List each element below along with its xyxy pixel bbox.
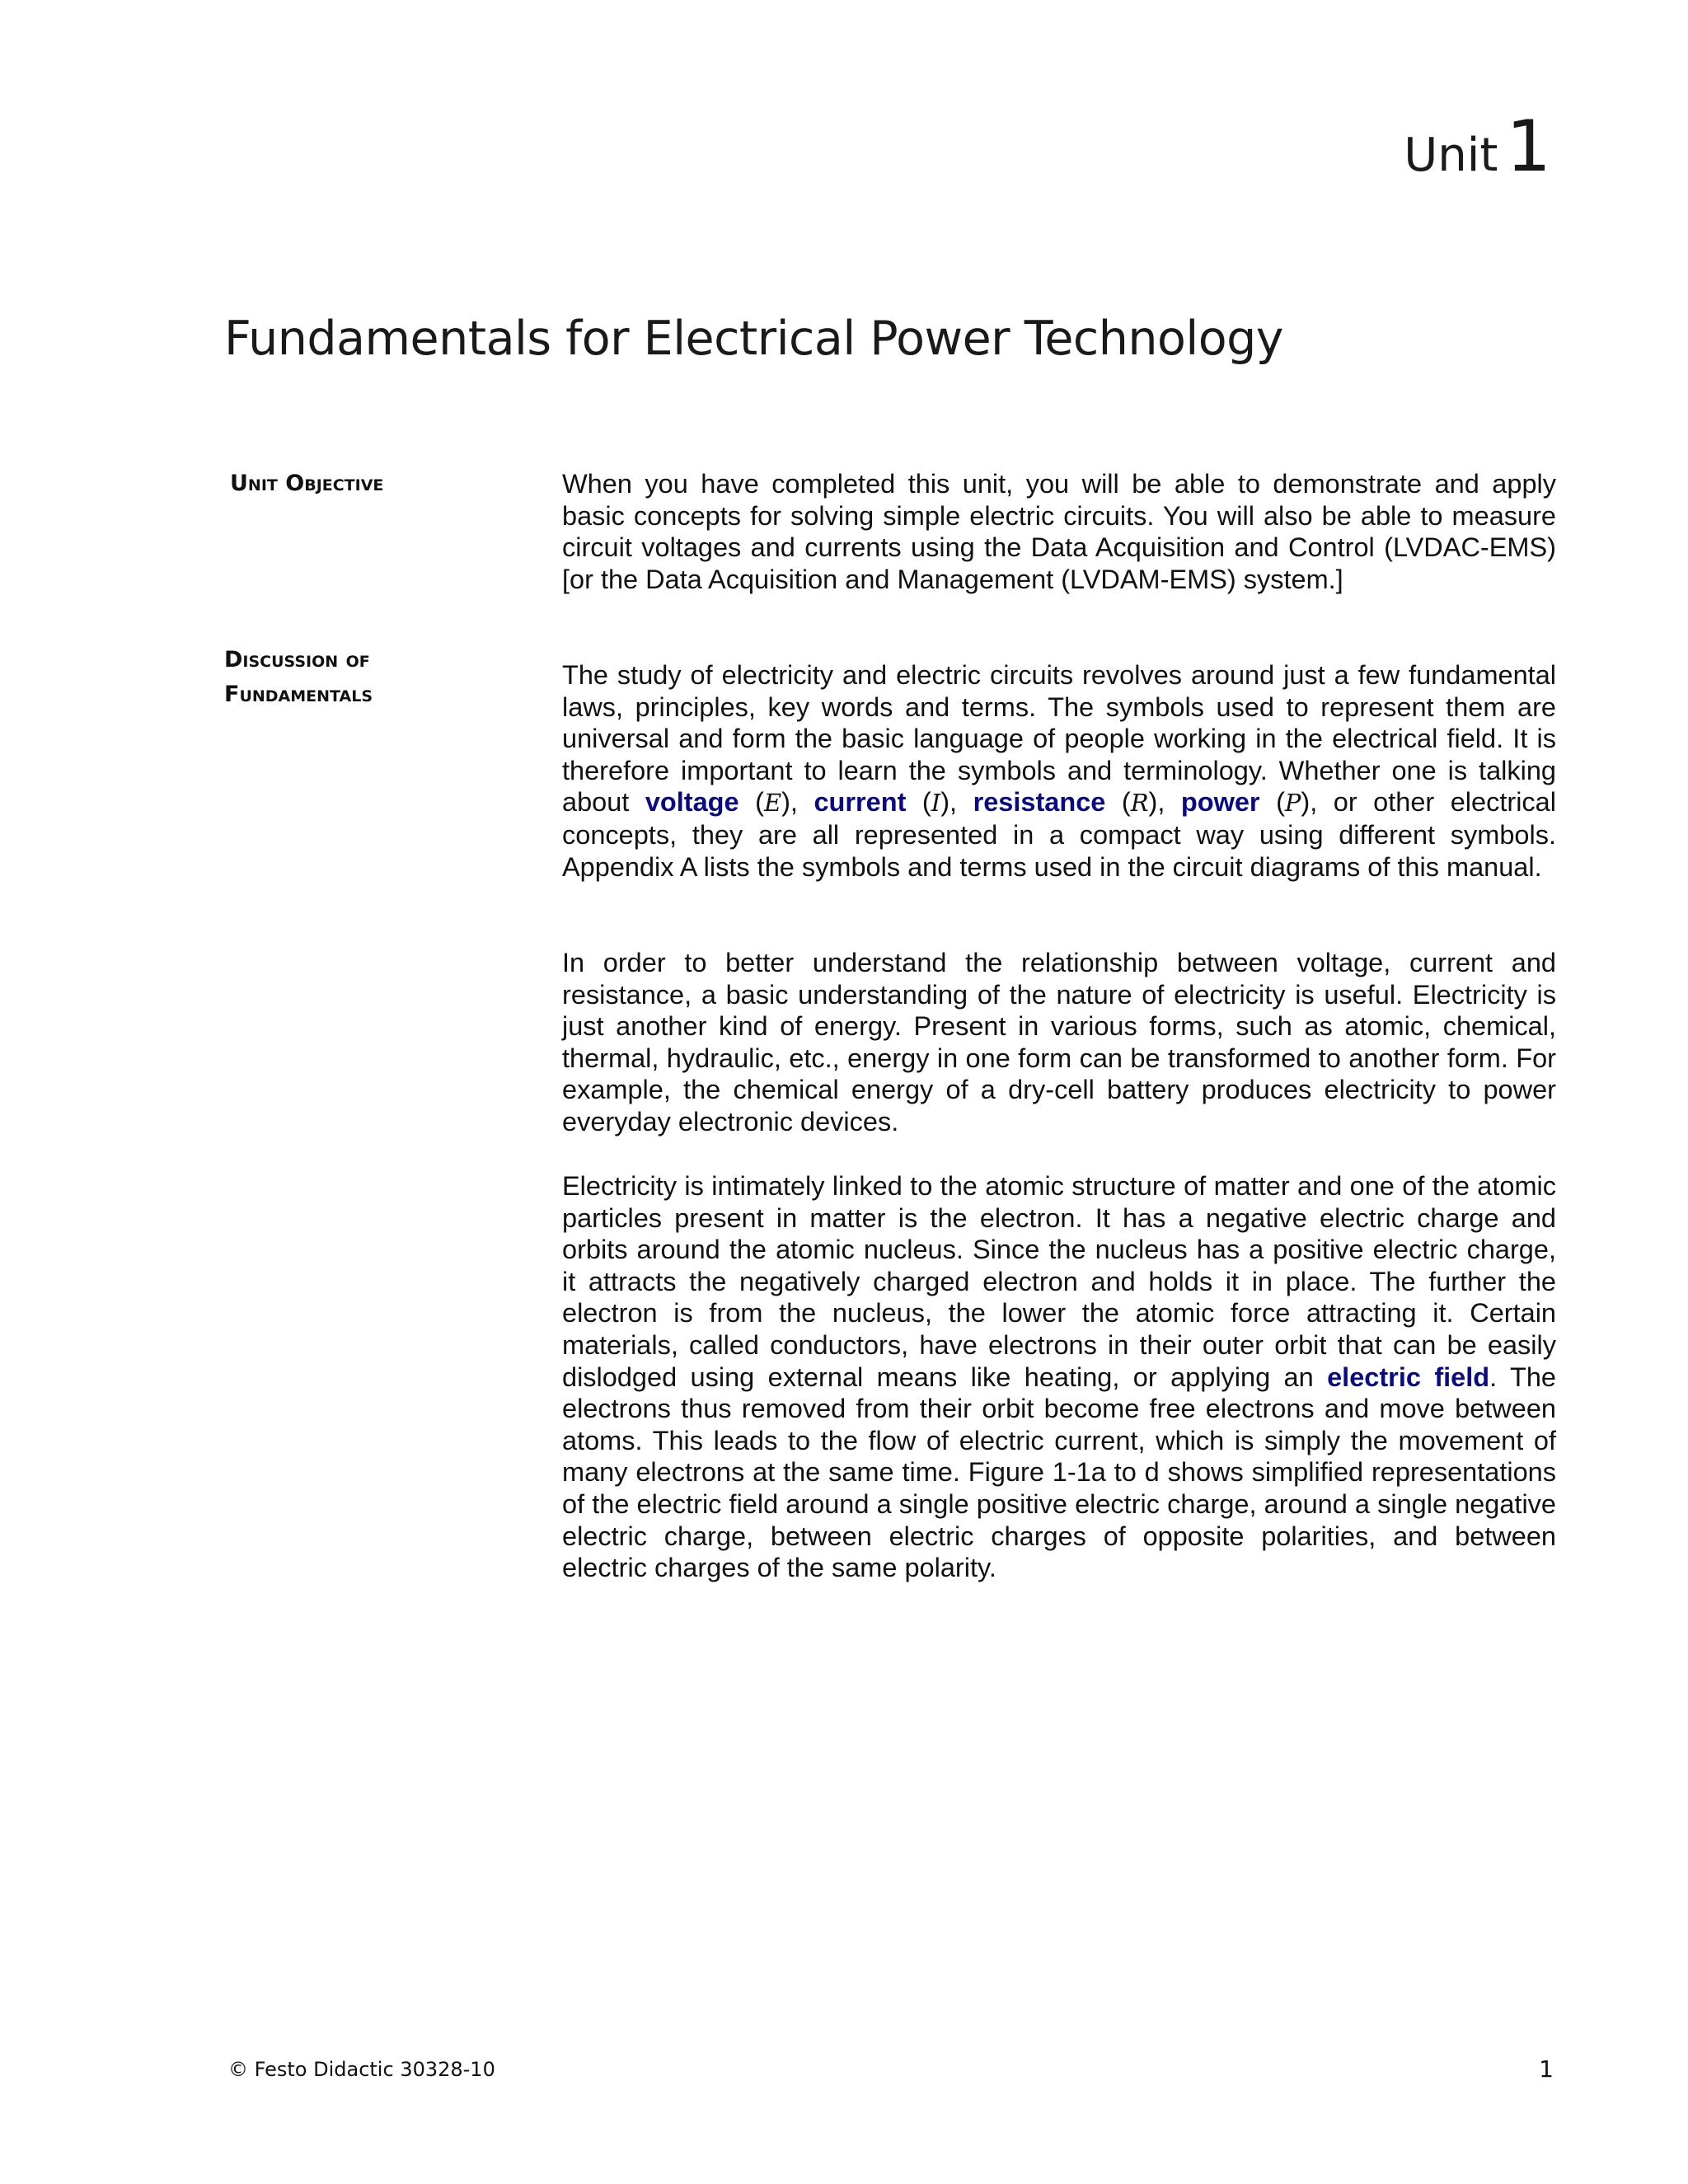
symbol-voltage: E [763,789,782,818]
keyword-voltage: voltage [645,787,739,818]
keyword-resistance: resistance [973,787,1106,818]
symbol-power: P [1284,789,1301,818]
objective-text: When you have completed this unit, you will be able to demonstrate and apply basic concepts for solving simple electric circuits. You will also be able to measure circuit voltages and currents using the Data Acquisition and Control (LVDAC-EMS) [or the Data Acquisition and Management (LVDAM-EMS) system.] [562,469,1556,594]
text-run: Electricity is intimately linked to the atomic structure of matter and one of the atomic particles present in matter is the electron. It has a negative electric charge and orbits around the atomic nucleus. Since the nucleus has a positive electric charge, it attracts the negatively charged electron and holds it in place. The further the electron is from the nucleus, the lower the atomic force attracting it. Certain materials, called conductors, have electrons in their outer orbit that can be easily dislodged using external means like heating, or applying an [562,1171,1556,1392]
text-run: The study of electricity and electric circuits revolves around just a few fundamental laws, principles, key words and terms. The symbols used to represent them are universal and form the basic language of people working in the electrical field. It is therefore important to learn the symbols and terminology. Whether one is talking about [562,660,1556,818]
unit-objective-heading: Unit Objective [230,471,384,496]
keyword-power: power [1180,787,1260,818]
symbol-resistance: R [1130,789,1149,818]
text-run: , or other electrical concepts, they are all represented in a compact way using different symbols. Appendix A lists the symbols and terms used in the circuit diagrams of this manual. [562,787,1556,882]
discussion-heading: Discussion of Fundamentals [224,647,373,707]
unit-number: 1 [1506,105,1551,188]
page-number: 1 [1539,2055,1554,2083]
discussion-paragraph-2 [562,947,1556,1138]
discussion-paragraph-3 [562,1170,1556,1584]
discussion-text-1: The study of electricity and electric circuits revolves around just a few fundamental laws, principles, key words and terms. The symbols used to represent them are universal and form the basic language of people working in the electrical field. It is therefore important to learn the symbols and terminology. Whether one is talking about voltage (E), current (I), resistance (R), power (P), or other electrical concepts, they are all represented in a compact way using different symbols. Appendix A lists the symbols and terms used in the circuit diagrams of this manual. [562,660,1556,882]
keyword-electric-field: electric field [1327,1361,1490,1392]
unit-header [1404,105,1551,188]
symbol-current: I [931,789,941,818]
discussion-text-3 [562,1170,1556,1584]
unit-label: Unit [1404,129,1498,182]
page-title: Fundamentals for Electrical Power Technology [224,312,1284,366]
discussion-paragraph-1 [562,659,1556,883]
discussion-text-2: In order to better understand the relationship between voltage, current and resistance, a basic understanding of the nature of electricity is useful. Electricity is just another kind of energy. Present in various forms, such as atomic, chemical, thermal, hydraulic, etc., energy in one form can be transformed to another form. For example, the chemical energy of a dry-cell battery produces electricity to power everyday electronic devices. [562,948,1556,1137]
keyword-current: current [814,787,907,818]
objective-paragraph [562,468,1556,595]
text-run: . The electrons thus removed from their orbit become free electrons and move between atoms. This leads to the flow of electric current, which is simply the movement of many electrons at the same time. Figure 1-1a to d shows simplified representations of the electric field around a single positive electric charge, around a single negative electric charge, between electric charges of opposite polarities, and between electric charges of the same polarity. [562,1361,1556,1583]
copyright-footer: © Festo Didactic 30328-10 [228,2058,495,2081]
